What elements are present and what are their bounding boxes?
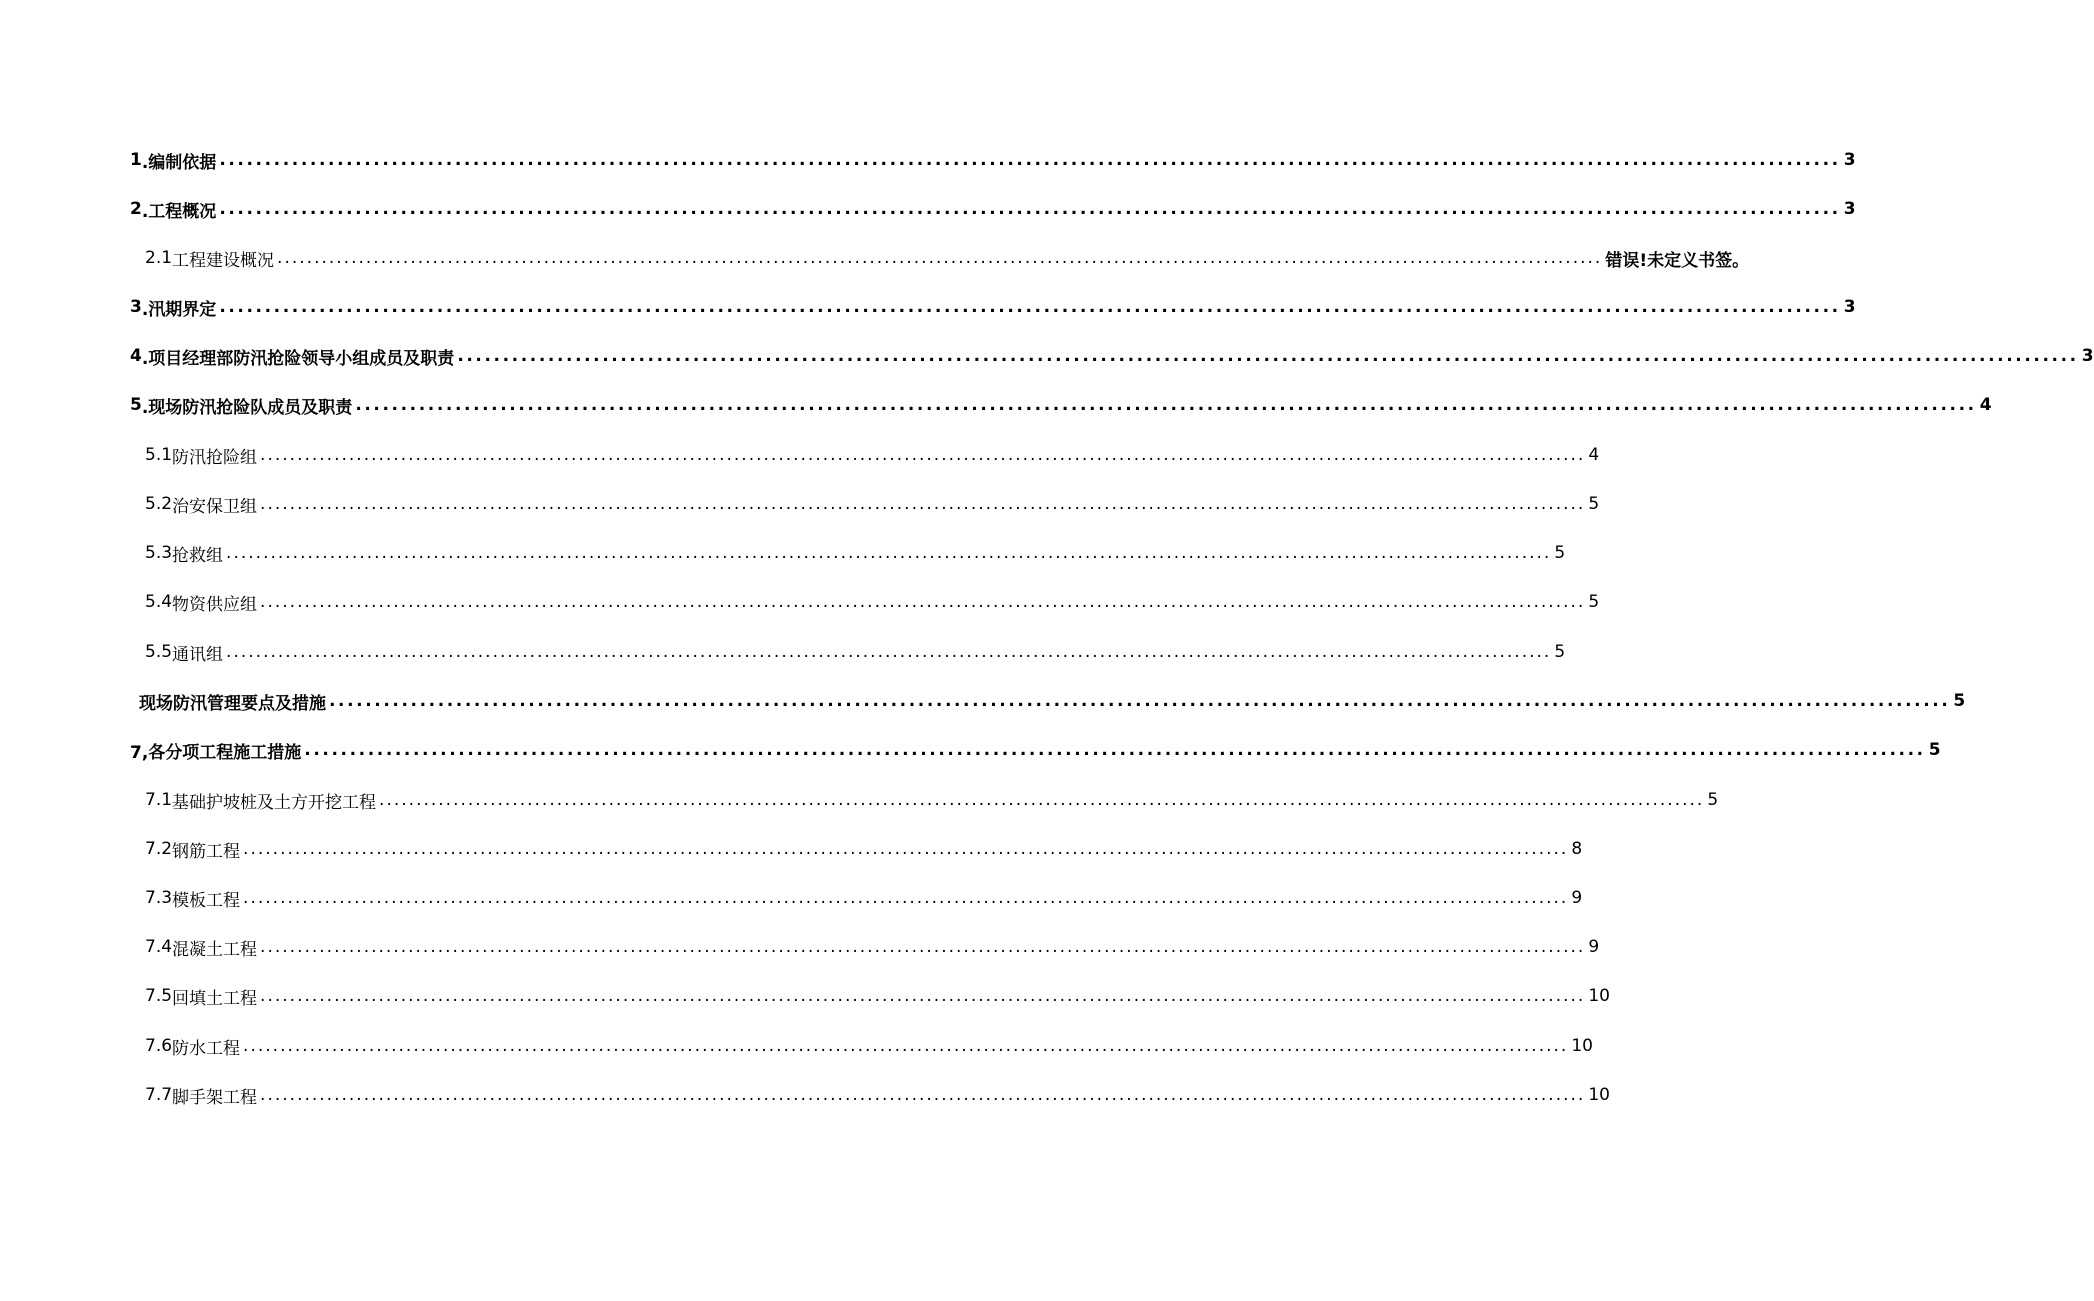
toc-leader-dots: ...................................................................................................................................................................................: [277, 248, 1603, 268]
toc-entry-5-1[interactable]: [145, 440, 1600, 470]
toc-page-number: 10: [1588, 1085, 1610, 1105]
toc-leader-dots: ...................................................................................................................................................................................: [260, 494, 1586, 514]
toc-leader-dots: ...................................................................................................................................................................................: [457, 346, 2079, 366]
toc-entry-title: 通讯组: [172, 644, 224, 665]
toc-leader-dots: ...................................................................................................................................................................................: [226, 642, 1552, 662]
toc-entry-5[interactable]: [130, 390, 1992, 420]
toc-entry-7-3[interactable]: [145, 883, 1583, 913]
toc-leader-dots: ...................................................................................................................................................................................: [243, 1036, 1569, 1056]
toc-leader-dots: ...................................................................................................................................................................................: [219, 297, 1841, 317]
toc-entry-number: 5.5: [145, 642, 173, 662]
toc-entry-number: 5.2: [145, 494, 173, 514]
toc-page-number: 10: [1588, 986, 1610, 1006]
toc-entry-2[interactable]: [130, 194, 1856, 224]
toc-entry-number: 7.6: [145, 1036, 173, 1056]
toc-leader-dots: ...................................................................................................................................................................................: [329, 691, 1951, 711]
toc-page-number: 5: [1707, 790, 1719, 810]
toc-page-number: 5: [1928, 740, 1941, 760]
toc-entry-number: 5.1: [145, 445, 173, 465]
toc-leader-dots: ...................................................................................................................................................................................: [260, 937, 1586, 957]
toc-page-number: 5: [1588, 592, 1600, 612]
toc-page-number: 4: [1588, 445, 1600, 465]
toc-entry-5-4[interactable]: [145, 587, 1600, 617]
toc-leader-dots: ...................................................................................................................................................................................: [304, 740, 1926, 760]
toc-entry-title: .项目经理部防汛抢险领导小组成员及职责: [141, 348, 455, 369]
toc-entry-2-1[interactable]: [145, 243, 1750, 273]
toc-page-number: 9: [1588, 937, 1600, 957]
toc-leader-dots: ...................................................................................................................................................................................: [219, 199, 1841, 219]
toc-entry-title: 钢筋工程: [172, 841, 241, 862]
toc-page-number: 3: [1843, 150, 1856, 170]
toc-entry-number: 5: [130, 395, 142, 415]
toc-page-number: 5: [1554, 543, 1566, 563]
toc-entry-title: 现场防汛管理要点及措施: [139, 693, 326, 714]
toc-entry-title: 模板工程: [172, 890, 241, 911]
toc-leader-dots: ...................................................................................................................................................................................: [226, 543, 1552, 563]
toc-entry-title: .汛期界定: [141, 299, 217, 320]
toc-entry-number: 2.1: [145, 248, 173, 268]
toc-leader-dots: ...................................................................................................................................................................................: [260, 986, 1586, 1006]
toc-entry-7-7[interactable]: [145, 1080, 1610, 1110]
toc-entry-title: 物资供应组: [172, 594, 258, 615]
toc-entry-number: 7.1: [145, 790, 173, 810]
toc-entry-7-1[interactable]: [145, 785, 1719, 815]
toc-leader-dots: ...................................................................................................................................................................................: [243, 839, 1569, 859]
toc-entry-title: 治安保卫组: [172, 496, 258, 517]
toc-entry-title: 回填土工程: [172, 988, 258, 1009]
toc-entry-number: 5.3: [145, 543, 173, 563]
toc-entry-title: 7,各分项工程施工措施: [130, 742, 302, 763]
toc-leader-dots: ...................................................................................................................................................................................: [355, 395, 1977, 415]
toc-leader-dots: ...................................................................................................................................................................................: [379, 790, 1705, 810]
toc-entry-4[interactable]: [130, 341, 2094, 371]
toc-entry-7[interactable]: [130, 735, 1941, 765]
toc-leader-dots: ...................................................................................................................................................................................: [260, 445, 1586, 465]
toc-entry-title: 防汛抢险组: [172, 447, 258, 468]
toc-entry-7-4[interactable]: [145, 932, 1600, 962]
toc-entry-number: 1: [130, 150, 142, 170]
toc-page-error-text: 错误!未定义书签。: [1605, 250, 1750, 271]
toc-entry-number: 7.2: [145, 839, 173, 859]
toc-entry-number: 7.7: [145, 1085, 173, 1105]
toc-entry-number: 7.3: [145, 888, 173, 908]
toc-leader-dots: ...................................................................................................................................................................................: [260, 592, 1586, 612]
toc-page-number: 3: [1843, 199, 1856, 219]
toc-page-number: 5: [1554, 642, 1566, 662]
toc-entry-number: 4: [130, 346, 142, 366]
toc-entry-title: 工程建设概况: [172, 250, 275, 271]
toc-entry-title: 脚手架工程: [172, 1087, 258, 1108]
toc-page-number: 5: [1588, 494, 1600, 514]
toc-entry-1[interactable]: [130, 145, 1856, 175]
toc-entry-title: 防水工程: [172, 1038, 241, 1059]
toc-leader-dots: ...................................................................................................................................................................................: [260, 1085, 1586, 1105]
toc-entry-number: 7.4: [145, 937, 173, 957]
toc-entry-7-2[interactable]: [145, 834, 1583, 864]
toc-entry-number: 7.5: [145, 986, 173, 1006]
toc-entry-5-3[interactable]: [145, 538, 1566, 568]
toc-page-number: 3: [1843, 297, 1856, 317]
toc-entry-title: .现场防汛抢险队成员及职责: [141, 397, 353, 418]
toc-page-number: 10: [1571, 1036, 1593, 1056]
toc-entry-number: 3: [130, 297, 142, 317]
toc-entry-5-5[interactable]: [145, 637, 1566, 667]
toc-entry-number: 5.4: [145, 592, 173, 612]
toc-entry-6[interactable]: [139, 686, 1966, 716]
toc-entry-5-2[interactable]: [145, 489, 1600, 519]
toc-page-number: 9: [1571, 888, 1583, 908]
toc-entry-title: .编制依据: [141, 152, 217, 173]
toc-entry-number: 2: [130, 199, 142, 219]
toc-entry-title: 抢救组: [172, 545, 224, 566]
toc-entry-title: 基础护坡桩及土方开挖工程: [172, 792, 377, 813]
toc-leader-dots: ...................................................................................................................................................................................: [219, 150, 1841, 170]
toc-page-number: 3: [2081, 346, 2094, 366]
toc-page-number: 5: [1953, 691, 1966, 711]
toc-entry-7-5[interactable]: [145, 981, 1610, 1011]
toc-entry-title: 混凝土工程: [172, 939, 258, 960]
toc-page-number: 8: [1571, 839, 1583, 859]
toc-page-number: 4: [1979, 395, 1992, 415]
toc-entry-7-6[interactable]: [145, 1031, 1593, 1061]
toc-leader-dots: ...................................................................................................................................................................................: [243, 888, 1569, 908]
toc-entry-title: .工程概况: [141, 201, 217, 222]
toc-entry-3[interactable]: [130, 292, 1856, 322]
